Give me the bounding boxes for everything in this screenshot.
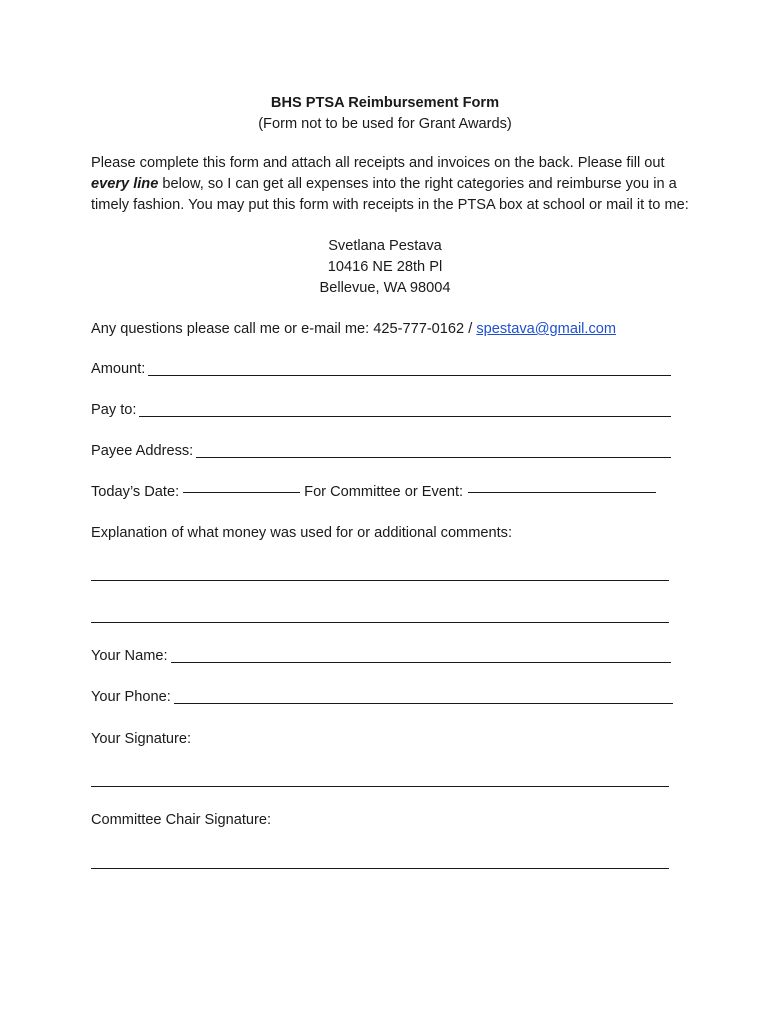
your-phone-field[interactable]: [174, 703, 673, 704]
your-name-label: Your Name:: [91, 648, 168, 664]
committee-chair-signature-label: Committee Chair Signature:: [91, 812, 272, 828]
explanation-label: Explanation of what money was used for or additional comments:: [91, 525, 513, 541]
todays-date-field[interactable]: [183, 492, 300, 493]
contact-text: Any questions please call me or e-mail me: 425-777-0162 /: [91, 321, 477, 337]
your-name-field[interactable]: [171, 662, 671, 663]
committee-event-label: For Committee or Event:: [304, 484, 464, 500]
your-signature-label: Your Signature:: [91, 731, 192, 747]
committee-event-field[interactable]: [468, 492, 656, 493]
pay-to-label: Pay to:: [91, 402, 137, 418]
instructions-part-2: below, so I can get all expenses into the right categories and reimburse you in a timely fashion. You may put this form with receipts in the PTSA box at school or mail it to me:: [91, 175, 689, 213]
payee-address-field[interactable]: [196, 457, 671, 458]
form-instructions: [91, 153, 691, 215]
contact-line: [91, 319, 616, 339]
amount-label: Amount:: [91, 361, 146, 377]
your-name-row: [91, 646, 671, 666]
amount-row: [91, 359, 671, 379]
payee-address-row: [91, 441, 671, 461]
pay-to-field[interactable]: [139, 416, 671, 417]
your-phone-label: Your Phone:: [91, 689, 171, 705]
form-subtitle: (Form not to be used for Grant Awards): [258, 116, 512, 132]
mailing-city: Bellevue, WA 98004: [319, 280, 451, 296]
mailing-name: Svetlana Pestava: [328, 238, 442, 254]
amount-field[interactable]: [148, 375, 671, 376]
contact-email-link[interactable]: spestava@gmail.com: [476, 321, 617, 337]
explanation-field-line-1[interactable]: [91, 580, 669, 581]
explanation-field-line-2[interactable]: [91, 622, 669, 623]
pay-to-row: [91, 400, 671, 420]
todays-date-label: Today’s Date:: [91, 484, 180, 500]
mailing-street: 10416 NE 28th Pl: [327, 259, 443, 275]
form-title: BHS PTSA Reimbursement Form: [270, 95, 500, 111]
committee-chair-signature-field[interactable]: [91, 868, 669, 869]
instructions-part-1: Please complete this form and attach all receipts and invoices on the back. Please fill out: [91, 155, 665, 171]
your-phone-row: [91, 687, 673, 707]
date-committee-row: [91, 482, 656, 502]
payee-address-label: Payee Address:: [91, 443, 194, 459]
your-signature-field[interactable]: [91, 786, 669, 787]
instructions-emphasis: every line: [91, 175, 159, 192]
